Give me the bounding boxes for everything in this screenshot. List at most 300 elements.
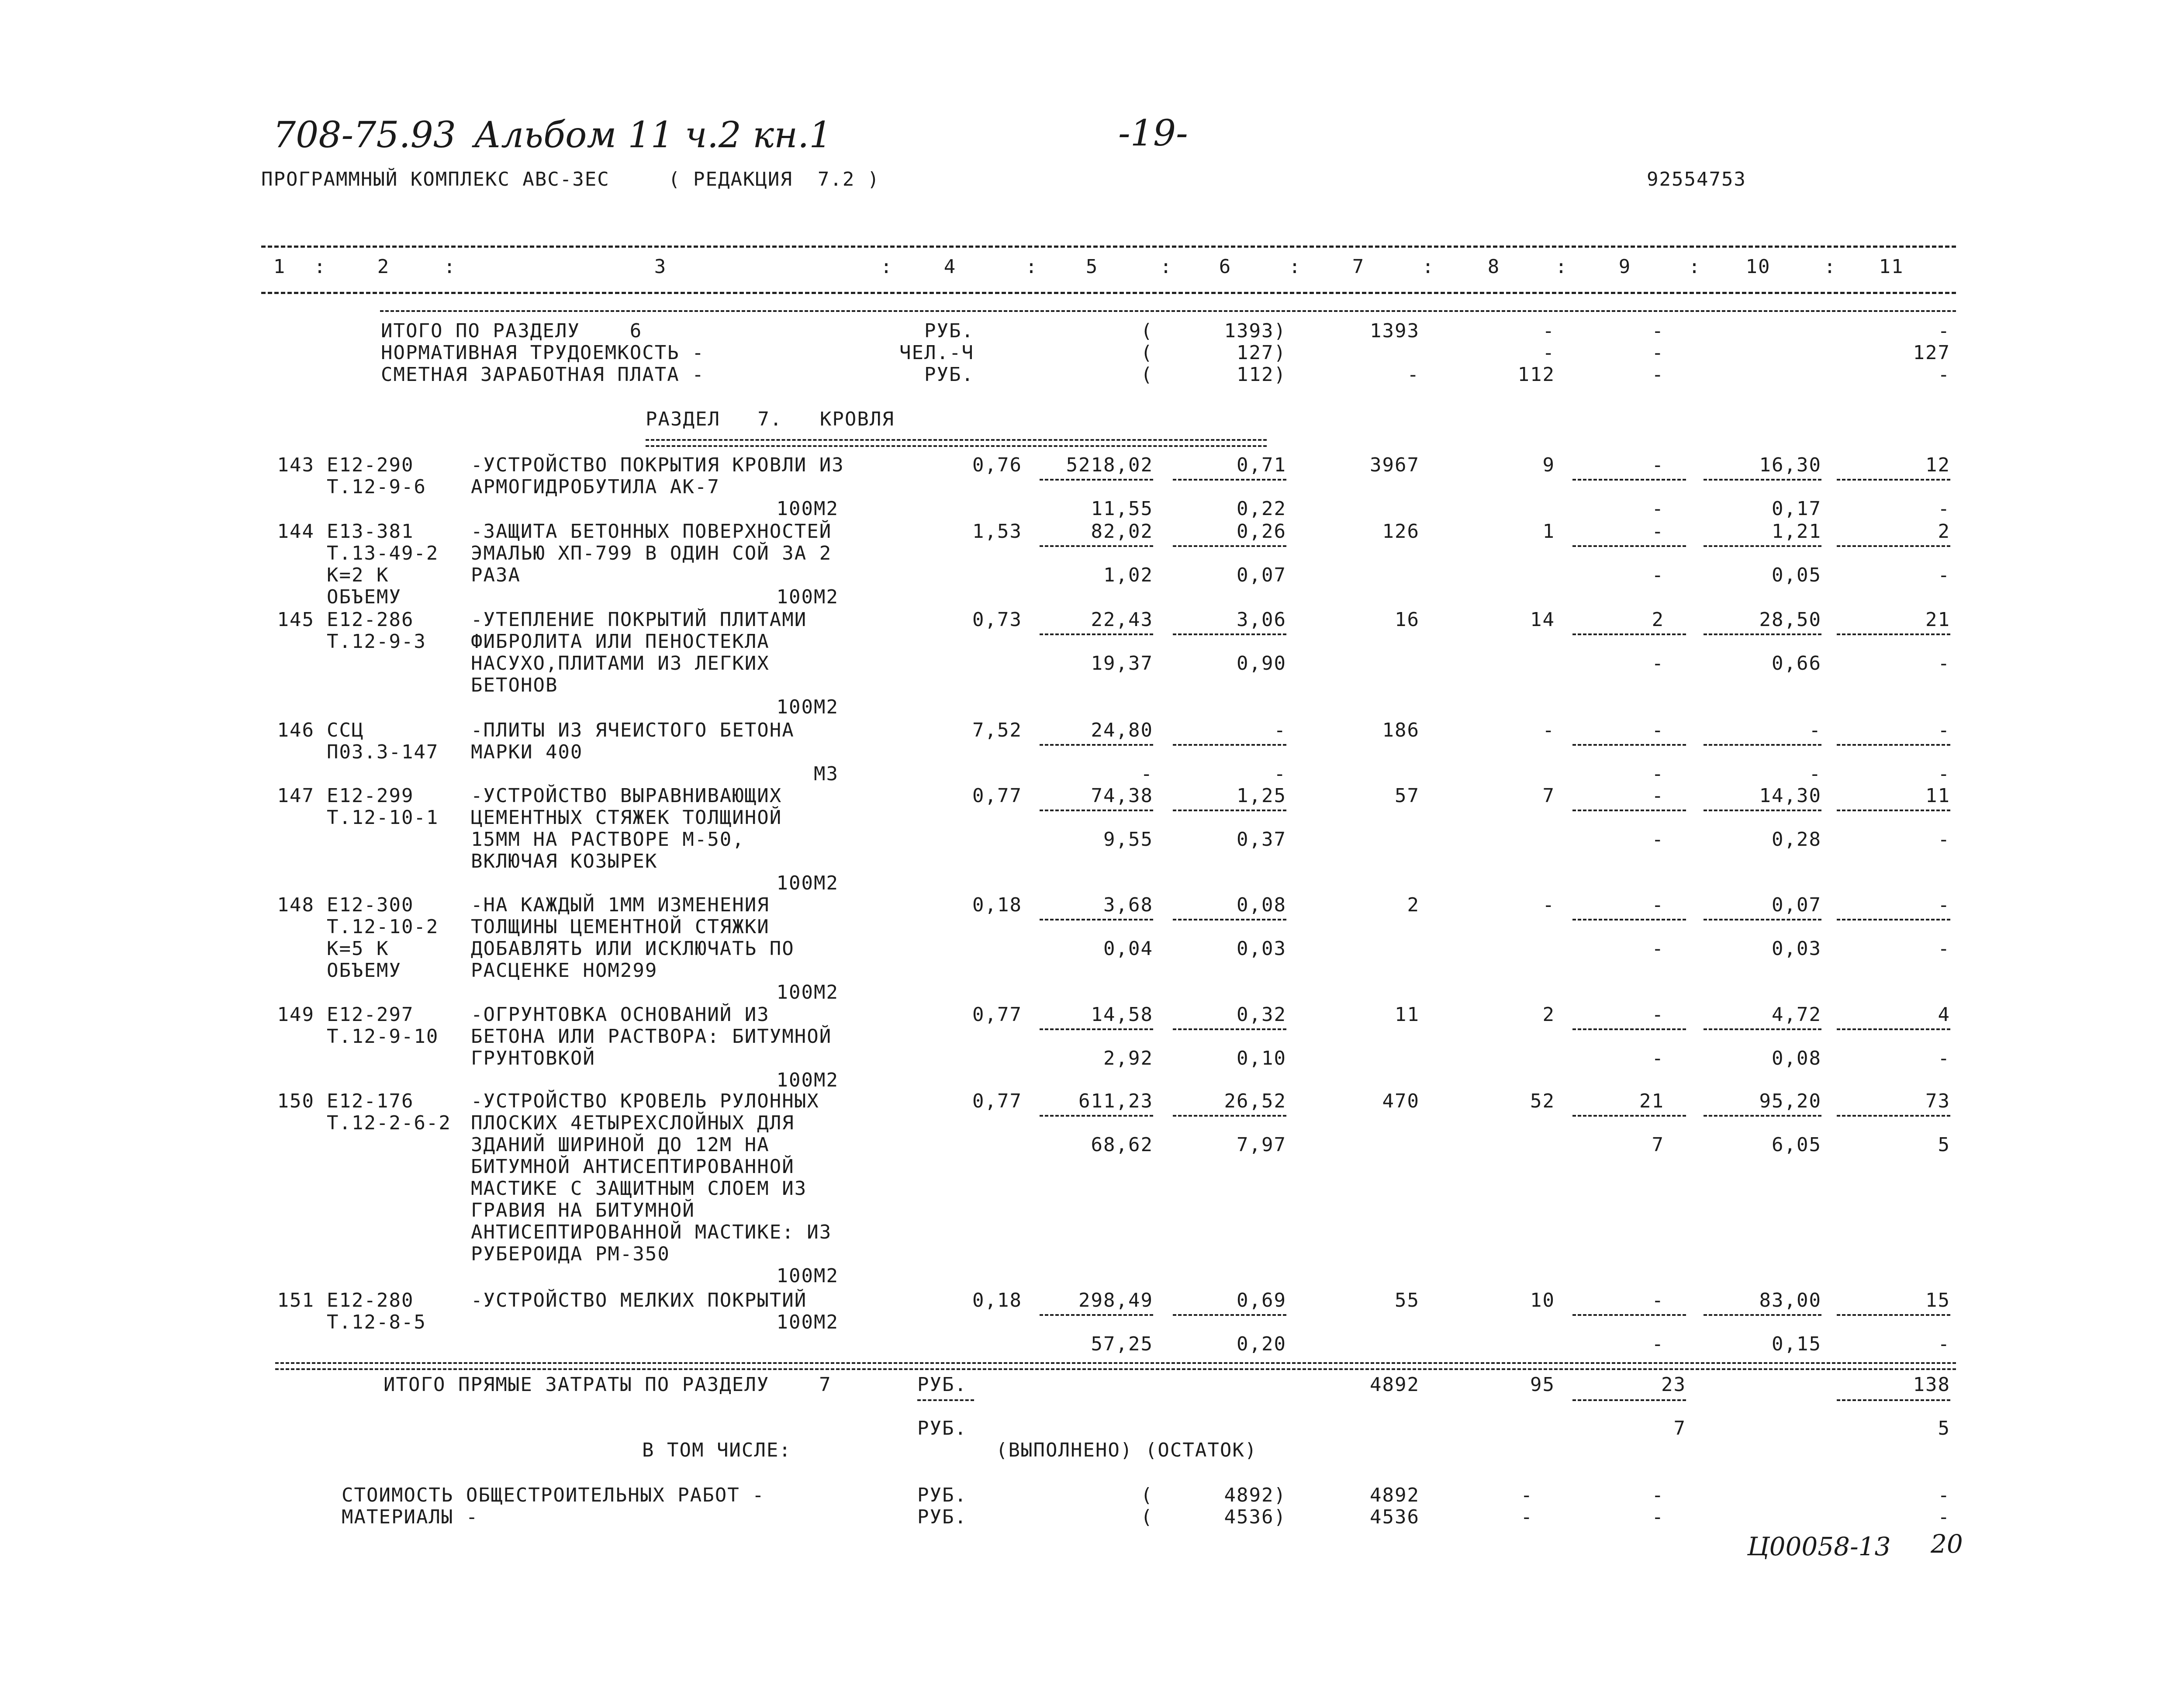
materials-col6: 4536) <box>1224 1506 1286 1528</box>
item-dash-c10 <box>1704 633 1821 635</box>
item-col9: - <box>1652 1289 1664 1311</box>
item-description: -УТЕПЛЕНИЕ ПОКРЫТИЙ ПЛИТАМИ <box>471 609 807 631</box>
direct-total-label: ИТОГО ПРЯМЫЕ ЗАТРАТЫ ПО РАЗДЕЛУ 7 <box>384 1374 832 1396</box>
item-description: -УСТРОЙСТВО МЕЛКИХ ПОКРЫТИЙ <box>471 1289 807 1311</box>
handwritten-album-ref: 708-75.93 <box>273 114 456 156</box>
item-code: Е12-299 <box>327 785 414 807</box>
item-code: Т.12-10-2 <box>327 916 439 938</box>
general-col9: - <box>1652 1484 1664 1506</box>
item-col8: - <box>1542 719 1555 741</box>
section6-total-col7: 1393 <box>1370 320 1420 342</box>
direct-total-col9: 23 <box>1661 1374 1686 1396</box>
item-col5: 5218,02 <box>1066 454 1153 476</box>
item-description: БЕТОНА ИЛИ РАСТВОРА: БИТУМНОЙ <box>471 1025 832 1048</box>
item-description: БИТУМНОЙ АНТИСЕПТИРОВАННОЙ <box>471 1156 795 1178</box>
item-dash-c10 <box>1704 479 1821 481</box>
general-paren: ( <box>1140 1484 1153 1506</box>
item-col6: 26,52 <box>1224 1090 1286 1112</box>
item-col10-lower: - <box>1809 763 1821 785</box>
item-description: ТОЛЩИНЫ ЦЕМЕНТНОЙ СТЯЖКИ <box>471 916 770 938</box>
item-dash-c6 <box>1173 545 1286 547</box>
item-col6-lower: 7,97 <box>1237 1134 1286 1156</box>
item-dash-c5 <box>1040 1115 1153 1117</box>
column-header-10: 10 <box>1745 256 1771 278</box>
item-col7: 470 <box>1382 1090 1420 1112</box>
item-col10-lower: 0,08 <box>1772 1047 1821 1069</box>
direct-total-col7: 4892 <box>1370 1374 1420 1396</box>
section6-total-col8: 112 <box>1517 363 1555 386</box>
direct-total-col11-2: 5 <box>1938 1417 1950 1439</box>
item-description: -НА КАЖДЫЙ 1ММ ИЗМЕНЕНИЯ <box>471 894 770 916</box>
item-col9-lower: - <box>1652 828 1664 851</box>
general-col6: 4892) <box>1224 1484 1286 1506</box>
item-dash-c10 <box>1704 545 1821 547</box>
item-col10: 28,50 <box>1759 609 1821 631</box>
item-col9-lower: - <box>1652 498 1664 520</box>
item-description: ЭМАЛЬЮ ХП-799 В ОДИН СОЙ ЗА 2 <box>471 542 832 564</box>
item-code: Т.12-9-3 <box>327 630 426 653</box>
item-dash-c6 <box>1173 633 1286 635</box>
item-description: ГРАВИЯ НА БИТУМНОЙ <box>471 1199 695 1221</box>
section6-rule <box>380 310 1956 312</box>
column-header-7: 7 <box>1352 256 1365 278</box>
item-dash-c6 <box>1173 919 1286 920</box>
item-dash-c9 <box>1572 919 1686 920</box>
item-col8: 10 <box>1530 1289 1555 1311</box>
direct-total-col9-dash <box>1572 1399 1686 1401</box>
general-unit: РУБ. <box>917 1484 967 1506</box>
item-col5-lower: 11,55 <box>1091 498 1153 520</box>
item-dash-c5 <box>1040 633 1153 635</box>
item-description: ДОБАВЛЯТЬ ИЛИ ИСКЛЮЧАТЬ ПО <box>471 938 795 960</box>
item-code: Е12-297 <box>327 1003 414 1026</box>
item-dash-c10 <box>1704 1115 1821 1117</box>
column-separator: : <box>1422 256 1435 278</box>
item-unit: 100М2 <box>776 498 839 520</box>
item-number: 147 <box>277 785 314 807</box>
item-description: ФИБРОЛИТА ИЛИ ПЕНОСТЕКЛА <box>471 630 770 653</box>
item-dash-c11 <box>1837 1314 1950 1316</box>
item-col8: 52 <box>1530 1090 1555 1112</box>
item-number: 145 <box>277 609 314 631</box>
item-quantity: 7,52 <box>972 719 1022 741</box>
section6-total-paren: ( <box>1140 363 1153 386</box>
column-header-1: 1 <box>273 256 286 278</box>
item-col10: 0,07 <box>1772 894 1821 916</box>
item-col7: 55 <box>1395 1289 1420 1311</box>
item-col5: 298,49 <box>1078 1289 1153 1311</box>
header-rule-top <box>261 246 1956 248</box>
materials-label: МАТЕРИАЛЫ - <box>342 1506 479 1528</box>
general-col8: - <box>1521 1484 1533 1506</box>
item-description: -УСТРОЙСТВО КРОВЕЛЬ РУЛОННЫХ <box>471 1090 819 1112</box>
section-title: РАЗДЕЛ 7. КРОВЛЯ <box>646 408 895 430</box>
item-col7: 186 <box>1382 719 1420 741</box>
materials-col7: 4536 <box>1370 1506 1420 1528</box>
item-code: Т.13-49-2 <box>327 542 439 564</box>
item-col11: 73 <box>1925 1090 1950 1112</box>
item-description: ГРУНТОВКОЙ <box>471 1047 595 1069</box>
section6-total-col11: - <box>1938 320 1950 342</box>
item-col11-lower: - <box>1938 938 1950 960</box>
section6-total-col8: - <box>1542 342 1555 364</box>
item-col7: 57 <box>1395 785 1420 807</box>
item-dash-c5 <box>1040 1314 1153 1316</box>
item-unit: М3 <box>814 763 839 785</box>
item-dash-c9 <box>1572 810 1686 811</box>
item-col6-lower: 0,90 <box>1237 652 1286 675</box>
item-col7: 16 <box>1395 609 1420 631</box>
section6-total-paren: ( <box>1140 342 1153 364</box>
items-bottom-rule <box>275 1362 1956 1370</box>
item-number: 148 <box>277 894 314 916</box>
item-col5: 74,38 <box>1091 785 1153 807</box>
item-code: К=2 К <box>327 564 389 586</box>
item-code: ССЦ <box>327 719 364 741</box>
column-separator: : <box>1555 256 1568 278</box>
item-col7: 3967 <box>1370 454 1420 476</box>
item-description: -УСТРОЙСТВО ПОКРЫТИЯ КРОВЛИ ИЗ <box>471 454 844 476</box>
item-number: 150 <box>277 1090 314 1112</box>
materials-unit: РУБ. <box>917 1506 967 1528</box>
item-col11-lower: - <box>1938 763 1950 785</box>
item-col10: - <box>1809 719 1821 741</box>
item-unit: 100М2 <box>776 586 839 608</box>
section6-total-unit: ЧЕЛ.-Ч <box>899 342 974 364</box>
item-col6-lower: 0,37 <box>1237 828 1286 851</box>
item-code: Е12-290 <box>327 454 414 476</box>
item-col8: 1 <box>1542 520 1555 543</box>
item-col8: 14 <box>1530 609 1555 631</box>
item-dash-c6 <box>1173 1314 1286 1316</box>
item-col6: 1,25 <box>1237 785 1286 807</box>
section6-total-col11: - <box>1938 363 1950 386</box>
item-dash-c5 <box>1040 810 1153 811</box>
general-col11: - <box>1938 1484 1950 1506</box>
item-description: ЗДАНИЙ ШИРИНОЙ ДО 12М НА <box>471 1134 770 1156</box>
item-col11: - <box>1938 719 1950 741</box>
item-number: 151 <box>277 1289 314 1311</box>
item-description: МАСТИКЕ С ЗАЩИТНЫМ СЛОЕМ ИЗ <box>471 1177 807 1200</box>
item-col10-lower: 6,05 <box>1772 1134 1821 1156</box>
item-col5-lower: 1,02 <box>1103 564 1153 586</box>
item-description: ЦЕМЕНТНЫХ СТЯЖЕК ТОЛЩИНОЙ <box>471 806 782 829</box>
item-dash-c11 <box>1837 1115 1950 1117</box>
item-description: РАЗА <box>471 564 521 586</box>
item-unit: 100М2 <box>776 1311 839 1333</box>
materials-col11: - <box>1938 1506 1950 1528</box>
item-description: РУБЕРОИДА РМ-350 <box>471 1243 670 1265</box>
program-name: ПРОГРАММНЫЙ КОМПЛЕКС АВС-3ЕС <box>261 168 610 190</box>
item-col6-lower: 0,07 <box>1237 564 1286 586</box>
item-dash-c9 <box>1572 1115 1686 1117</box>
item-dash-c10 <box>1704 1314 1821 1316</box>
item-col5-lower: 57,25 <box>1091 1333 1153 1355</box>
item-quantity: 0,18 <box>972 894 1022 916</box>
column-header-4: 4 <box>943 256 957 278</box>
section6-total-col6: 127) <box>1237 342 1286 364</box>
item-dash-c6 <box>1173 479 1286 481</box>
item-number: 149 <box>277 1003 314 1026</box>
item-col9-lower: - <box>1652 1047 1664 1069</box>
item-dash-c11 <box>1837 810 1950 811</box>
column-separator: : <box>314 256 327 278</box>
section6-total-paren: ( <box>1140 320 1153 342</box>
item-description: -ПЛИТЫ ИЗ ЯЧЕИСТОГО БЕТОНА <box>471 719 795 741</box>
item-description: РАСЦЕНКЕ НОМ299 <box>471 959 658 982</box>
header-rule-bottom <box>261 292 1956 294</box>
item-col6-lower: - <box>1274 763 1286 785</box>
item-col9: - <box>1652 454 1664 476</box>
item-code: Е12-176 <box>327 1090 414 1112</box>
item-col8: - <box>1542 894 1555 916</box>
item-col5: 82,02 <box>1091 520 1153 543</box>
item-col5: 24,80 <box>1091 719 1153 741</box>
direct-total-col9-2: 7 <box>1673 1417 1686 1439</box>
item-col10-lower: 0,17 <box>1772 498 1821 520</box>
item-dash-c6 <box>1173 744 1286 746</box>
item-col6: 0,08 <box>1237 894 1286 916</box>
item-col7: 126 <box>1382 520 1420 543</box>
item-dash-c11 <box>1837 919 1950 920</box>
item-col11-lower: 5 <box>1938 1134 1950 1156</box>
item-dash-c6 <box>1173 1028 1286 1030</box>
general-label: СТОИМОСТЬ ОБЩЕСТРОИТЕЛЬНЫХ РАБОТ - <box>342 1484 765 1506</box>
item-description: АНТИСЕПТИРОВАННОЙ МАСТИКЕ: ИЗ <box>471 1221 832 1243</box>
column-separator: : <box>880 256 893 278</box>
materials-col8: - <box>1521 1506 1533 1528</box>
item-dash-c5 <box>1040 744 1153 746</box>
direct-total-col11-dash <box>1837 1399 1950 1401</box>
item-col5: 3,68 <box>1103 894 1153 916</box>
item-dash-c11 <box>1837 545 1950 547</box>
item-col6-lower: 0,22 <box>1237 498 1286 520</box>
item-col11-lower: - <box>1938 652 1950 675</box>
item-col5-lower: 19,37 <box>1091 652 1153 675</box>
section-title-underline <box>646 439 1267 447</box>
item-col11: 4 <box>1938 1003 1950 1026</box>
item-description: -УСТРОЙСТВО ВЫРАВНИВАЮЩИХ <box>471 785 782 807</box>
item-unit: 100М2 <box>776 696 839 718</box>
item-col11: 15 <box>1925 1289 1950 1311</box>
column-header-8: 8 <box>1487 256 1500 278</box>
item-number: 146 <box>277 719 314 741</box>
item-code: Е12-300 <box>327 894 414 916</box>
item-col11: 12 <box>1925 454 1950 476</box>
item-description: НАСУХО,ПЛИТАМИ ИЗ ЛЕГКИХ <box>471 652 770 675</box>
item-description: 15ММ НА РАСТВОРЕ М-50, <box>471 828 745 851</box>
item-dash-c9 <box>1572 545 1686 547</box>
item-col10-lower: 0,15 <box>1772 1333 1821 1355</box>
item-col9-lower: 7 <box>1652 1134 1664 1156</box>
item-col5: 14,58 <box>1091 1003 1153 1026</box>
item-code: Т.12-10-1 <box>327 806 439 829</box>
item-number: 143 <box>277 454 314 476</box>
materials-col9: - <box>1652 1506 1664 1528</box>
item-col5-lower: 0,04 <box>1103 938 1153 960</box>
item-code: Е12-280 <box>327 1289 414 1311</box>
item-col9-lower: - <box>1652 1333 1664 1355</box>
item-quantity: 1,53 <box>972 520 1022 543</box>
item-col6: 0,71 <box>1237 454 1286 476</box>
item-description: МАРКИ 400 <box>471 741 583 763</box>
direct-total-unit-dash <box>917 1399 974 1401</box>
item-code: Т.12-9-6 <box>327 476 426 498</box>
done-rest-label: (ВЫПОЛНЕНО) (ОСТАТОК) <box>996 1439 1258 1461</box>
item-unit: 100М2 <box>776 872 839 894</box>
column-header-11: 11 <box>1879 256 1904 278</box>
general-col7: 4892 <box>1370 1484 1420 1506</box>
direct-total-col8: 95 <box>1530 1374 1555 1396</box>
item-dash-c10 <box>1704 744 1821 746</box>
including-label: В ТОМ ЧИСЛЕ: <box>642 1439 791 1461</box>
item-col11-lower: - <box>1938 564 1950 586</box>
item-dash-c11 <box>1837 1028 1950 1030</box>
item-description: АРМОГИДРОБУТИЛА АК-7 <box>471 476 720 498</box>
item-code: Т.12-2-6-2 <box>327 1112 451 1134</box>
item-dash-c5 <box>1040 545 1153 547</box>
column-separator: : <box>1289 256 1302 278</box>
item-description: ВКЛЮЧАЯ КОЗЫРЕК <box>471 850 658 872</box>
item-dash-c9 <box>1572 633 1686 635</box>
item-unit: 100М2 <box>776 1069 839 1091</box>
item-col6: 0,69 <box>1237 1289 1286 1311</box>
document-code: 92554753 <box>1647 168 1746 190</box>
item-quantity: 0,18 <box>972 1289 1022 1311</box>
section6-total-col7: - <box>1407 363 1420 386</box>
item-col6: 0,26 <box>1237 520 1286 543</box>
section6-total-unit: РУБ. <box>924 320 974 342</box>
item-col11-lower: - <box>1938 1047 1950 1069</box>
item-code: П03.3-147 <box>327 741 439 763</box>
item-quantity: 0,76 <box>972 454 1022 476</box>
column-separator: : <box>1025 256 1038 278</box>
item-col11-lower: - <box>1938 828 1950 851</box>
item-quantity: 0,77 <box>972 785 1022 807</box>
section6-total-col9: - <box>1652 320 1664 342</box>
column-header-9: 9 <box>1618 256 1631 278</box>
item-description: -ОГРУНТОВКА ОСНОВАНИЙ ИЗ <box>471 1003 770 1026</box>
item-unit: 100М2 <box>776 981 839 1003</box>
item-dash-c10 <box>1704 1028 1821 1030</box>
item-col8: 9 <box>1542 454 1555 476</box>
section6-total-col9: - <box>1652 342 1664 364</box>
section6-total-label: НОРМАТИВНАЯ ТРУДОЕМКОСТЬ - <box>381 342 705 364</box>
item-col10: 14,30 <box>1759 785 1821 807</box>
section6-total-col6: 1393) <box>1224 320 1286 342</box>
item-code: Е12-286 <box>327 609 414 631</box>
item-description: ПЛОСКИХ 4ЕТЫРЕХСЛОЙНЫХ ДЛЯ <box>471 1112 795 1134</box>
item-col11: 2 <box>1938 520 1950 543</box>
column-separator: : <box>1824 256 1837 278</box>
column-header-6: 6 <box>1219 256 1232 278</box>
item-dash-c5 <box>1040 919 1153 920</box>
item-code: ОБЪЕМУ <box>327 959 401 982</box>
item-col5-lower: - <box>1140 763 1153 785</box>
item-dash-c9 <box>1572 744 1686 746</box>
item-col5-lower: 2,92 <box>1103 1047 1153 1069</box>
item-col11-lower: - <box>1938 498 1950 520</box>
direct-total-unit-2: РУБ. <box>917 1417 967 1439</box>
item-col5-lower: 68,62 <box>1091 1134 1153 1156</box>
item-col5-lower: 9,55 <box>1103 828 1153 851</box>
item-number: 144 <box>277 520 314 543</box>
item-col9: - <box>1652 894 1664 916</box>
item-col11: 21 <box>1925 609 1950 631</box>
item-col6: - <box>1274 719 1286 741</box>
item-col6: 0,32 <box>1237 1003 1286 1026</box>
column-separator: : <box>443 256 456 278</box>
item-col10-lower: 0,03 <box>1772 938 1821 960</box>
item-dash-c10 <box>1704 810 1821 811</box>
item-col5: 22,43 <box>1091 609 1153 631</box>
item-col10-lower: 0,66 <box>1772 652 1821 675</box>
item-quantity: 0,77 <box>972 1090 1022 1112</box>
item-col11: - <box>1938 894 1950 916</box>
item-dash-c11 <box>1837 479 1950 481</box>
item-col8: 7 <box>1542 785 1555 807</box>
handwritten-page-number: -19- <box>1118 113 1188 154</box>
item-col9: 21 <box>1639 1090 1664 1112</box>
item-col9: - <box>1652 1003 1664 1026</box>
item-dash-c10 <box>1704 919 1821 920</box>
item-col9: 2 <box>1652 609 1664 631</box>
section6-total-unit: РУБ. <box>924 363 974 386</box>
section6-total-col6: 112) <box>1237 363 1286 386</box>
item-code: Т.12-8-5 <box>327 1311 426 1333</box>
item-col6-lower: 0,03 <box>1237 938 1286 960</box>
item-col10-lower: 0,28 <box>1772 828 1821 851</box>
column-separator: : <box>1688 256 1701 278</box>
item-col9: - <box>1652 719 1664 741</box>
program-revision: ( РЕДАКЦИЯ 7.2 ) <box>668 168 880 190</box>
direct-total-unit: РУБ. <box>917 1374 967 1396</box>
column-header-2: 2 <box>377 256 390 278</box>
item-code: Т.12-9-10 <box>327 1025 439 1048</box>
item-code: ОБЪЕМУ <box>327 586 401 608</box>
materials-paren: ( <box>1140 1506 1153 1528</box>
column-separator: : <box>1160 256 1173 278</box>
item-dash-c6 <box>1173 1115 1286 1117</box>
item-description: БЕТОНОВ <box>471 674 558 696</box>
item-dash-c11 <box>1837 633 1950 635</box>
direct-total-col11: 138 <box>1913 1374 1950 1396</box>
item-col9-lower: - <box>1652 763 1664 785</box>
item-dash-c6 <box>1173 810 1286 811</box>
handwritten-album-title: Альбом 11 ч.2 кн.1 <box>474 114 832 156</box>
item-col10: 83,00 <box>1759 1289 1821 1311</box>
column-header-3: 3 <box>654 256 667 278</box>
item-col7: 2 <box>1407 894 1420 916</box>
item-dash-c11 <box>1837 744 1950 746</box>
section6-total-col11: 127 <box>1913 342 1950 364</box>
item-col10-lower: 0,05 <box>1772 564 1821 586</box>
item-dash-c9 <box>1572 479 1686 481</box>
section6-total-label: СМЕТНАЯ ЗАРАБОТНАЯ ПЛАТА - <box>381 363 705 386</box>
item-dash-c9 <box>1572 1028 1686 1030</box>
item-col9-lower: - <box>1652 652 1664 675</box>
item-code: К=5 К <box>327 938 389 960</box>
item-col10: 16,30 <box>1759 454 1821 476</box>
item-col5: 611,23 <box>1078 1090 1153 1112</box>
item-col11-lower: - <box>1938 1333 1950 1355</box>
item-col7: 11 <box>1395 1003 1420 1026</box>
item-col10: 4,72 <box>1772 1003 1821 1026</box>
handwritten-stamp-sheet: 20 <box>1931 1529 1963 1559</box>
column-header-5: 5 <box>1085 256 1099 278</box>
item-quantity: 0,77 <box>972 1003 1022 1026</box>
item-col9: - <box>1652 520 1664 543</box>
